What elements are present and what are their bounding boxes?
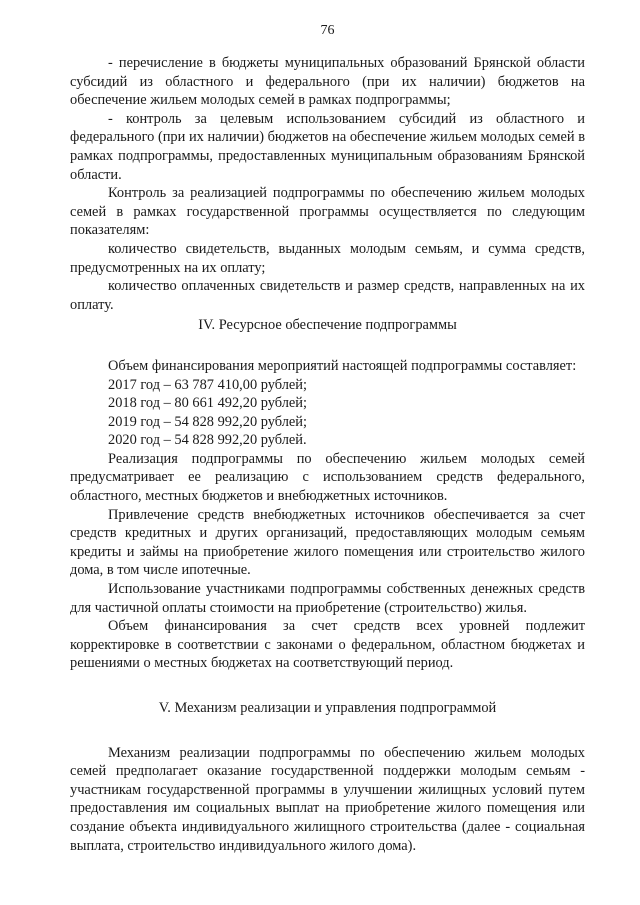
paragraph-control-subsidies: - контроль за целевым использованием субсидий из областного и федерального (при их наличии) бюджетов на обеспечение жильем молодых семей в рамках подпрограммы, предоставленных муниципальным образованиям Брянской области. [70,110,585,183]
funding-year-2020: 2020 год – 54 828 992,20 рублей. [108,432,307,449]
paragraph-own-funds: Использование участниками подпрограммы собственных денежных средств для частичной оплаты стоимости на приобретение (строительство) жилья. [70,581,585,616]
funding-year-2019: 2019 год – 54 828 992,20 рублей; [108,413,308,430]
paragraph-control-indicators: Контроль за реализацией подпрограммы по обеспечению жильем молодых семей в рамках государственной программы осуществляется по следующим показателям: [70,185,585,239]
funding-year-2018: 2018 год – 80 661 492,20 рублей; [108,395,308,412]
paragraph-funding-adjustment: Объем финансирования за счет средств всех уровней подлежит корректировке в соответствии с законами о федеральном, областном бюджетах и решениями о местных бюджетах на соответствующий период. [70,618,585,672]
funding-year-2017: 2017 год – 63 787 410,00 рублей; [108,376,308,393]
paragraph-transfer-subsidies: - перечисление в бюджеты муниципальных образований Брянской области субсидий из областного и федерального (при их наличии) бюджетов на обеспечение жильем молодых семей в рамках подпрограммы; [70,55,585,109]
paragraph-extrabudgetary-sources: Привлечение средств внебюджетных источников обеспечивается за счет средств кредитных и других организаций, предоставляющих молодым семьям кредиты и займы на приобретение жилого помещения или строительство жилого дома, в том числе ипотечные. [70,506,585,579]
paragraph-certificates-issued: количество свидетельств, выданных молодым семьям, и сумма средств, предусмотренных на их оплату; [70,240,585,276]
section-4-heading: IV. Ресурсное обеспечение подпрограммы [198,317,457,334]
paragraph-mechanism: Механизм реализации подпрограммы по обеспечению жильем молодых семей предполагает оказание государственной поддержки молодым семьям - участникам государственной программы в улучшении жилищных условий путем предоставления им социальных выплат на приобретение жилого помещения или создание объекта индивидуального жилищного строительства (далее - социальная выплата, строительство индивидуального жилого дома). [70,744,585,854]
page-number: 76 [320,23,335,38]
section-5-heading: V. Механизм реализации и управления подпрограммой [158,700,497,716]
paragraph-certificates-paid: количество оплаченных свидетельств и размер средств, направленных на их оплату. [70,278,585,313]
paragraph-implementation-sources: Реализация подпрограммы по обеспечению жильем молодых семей предусматривает ее реализацию с использованием средств федерального, областного, местных бюджетов и внебюджетных источников. [70,450,585,505]
document-body [70,54,585,855]
paragraph-funding-intro: Объем финансирования мероприятий настоящей подпрограммы составляет: [108,357,577,374]
